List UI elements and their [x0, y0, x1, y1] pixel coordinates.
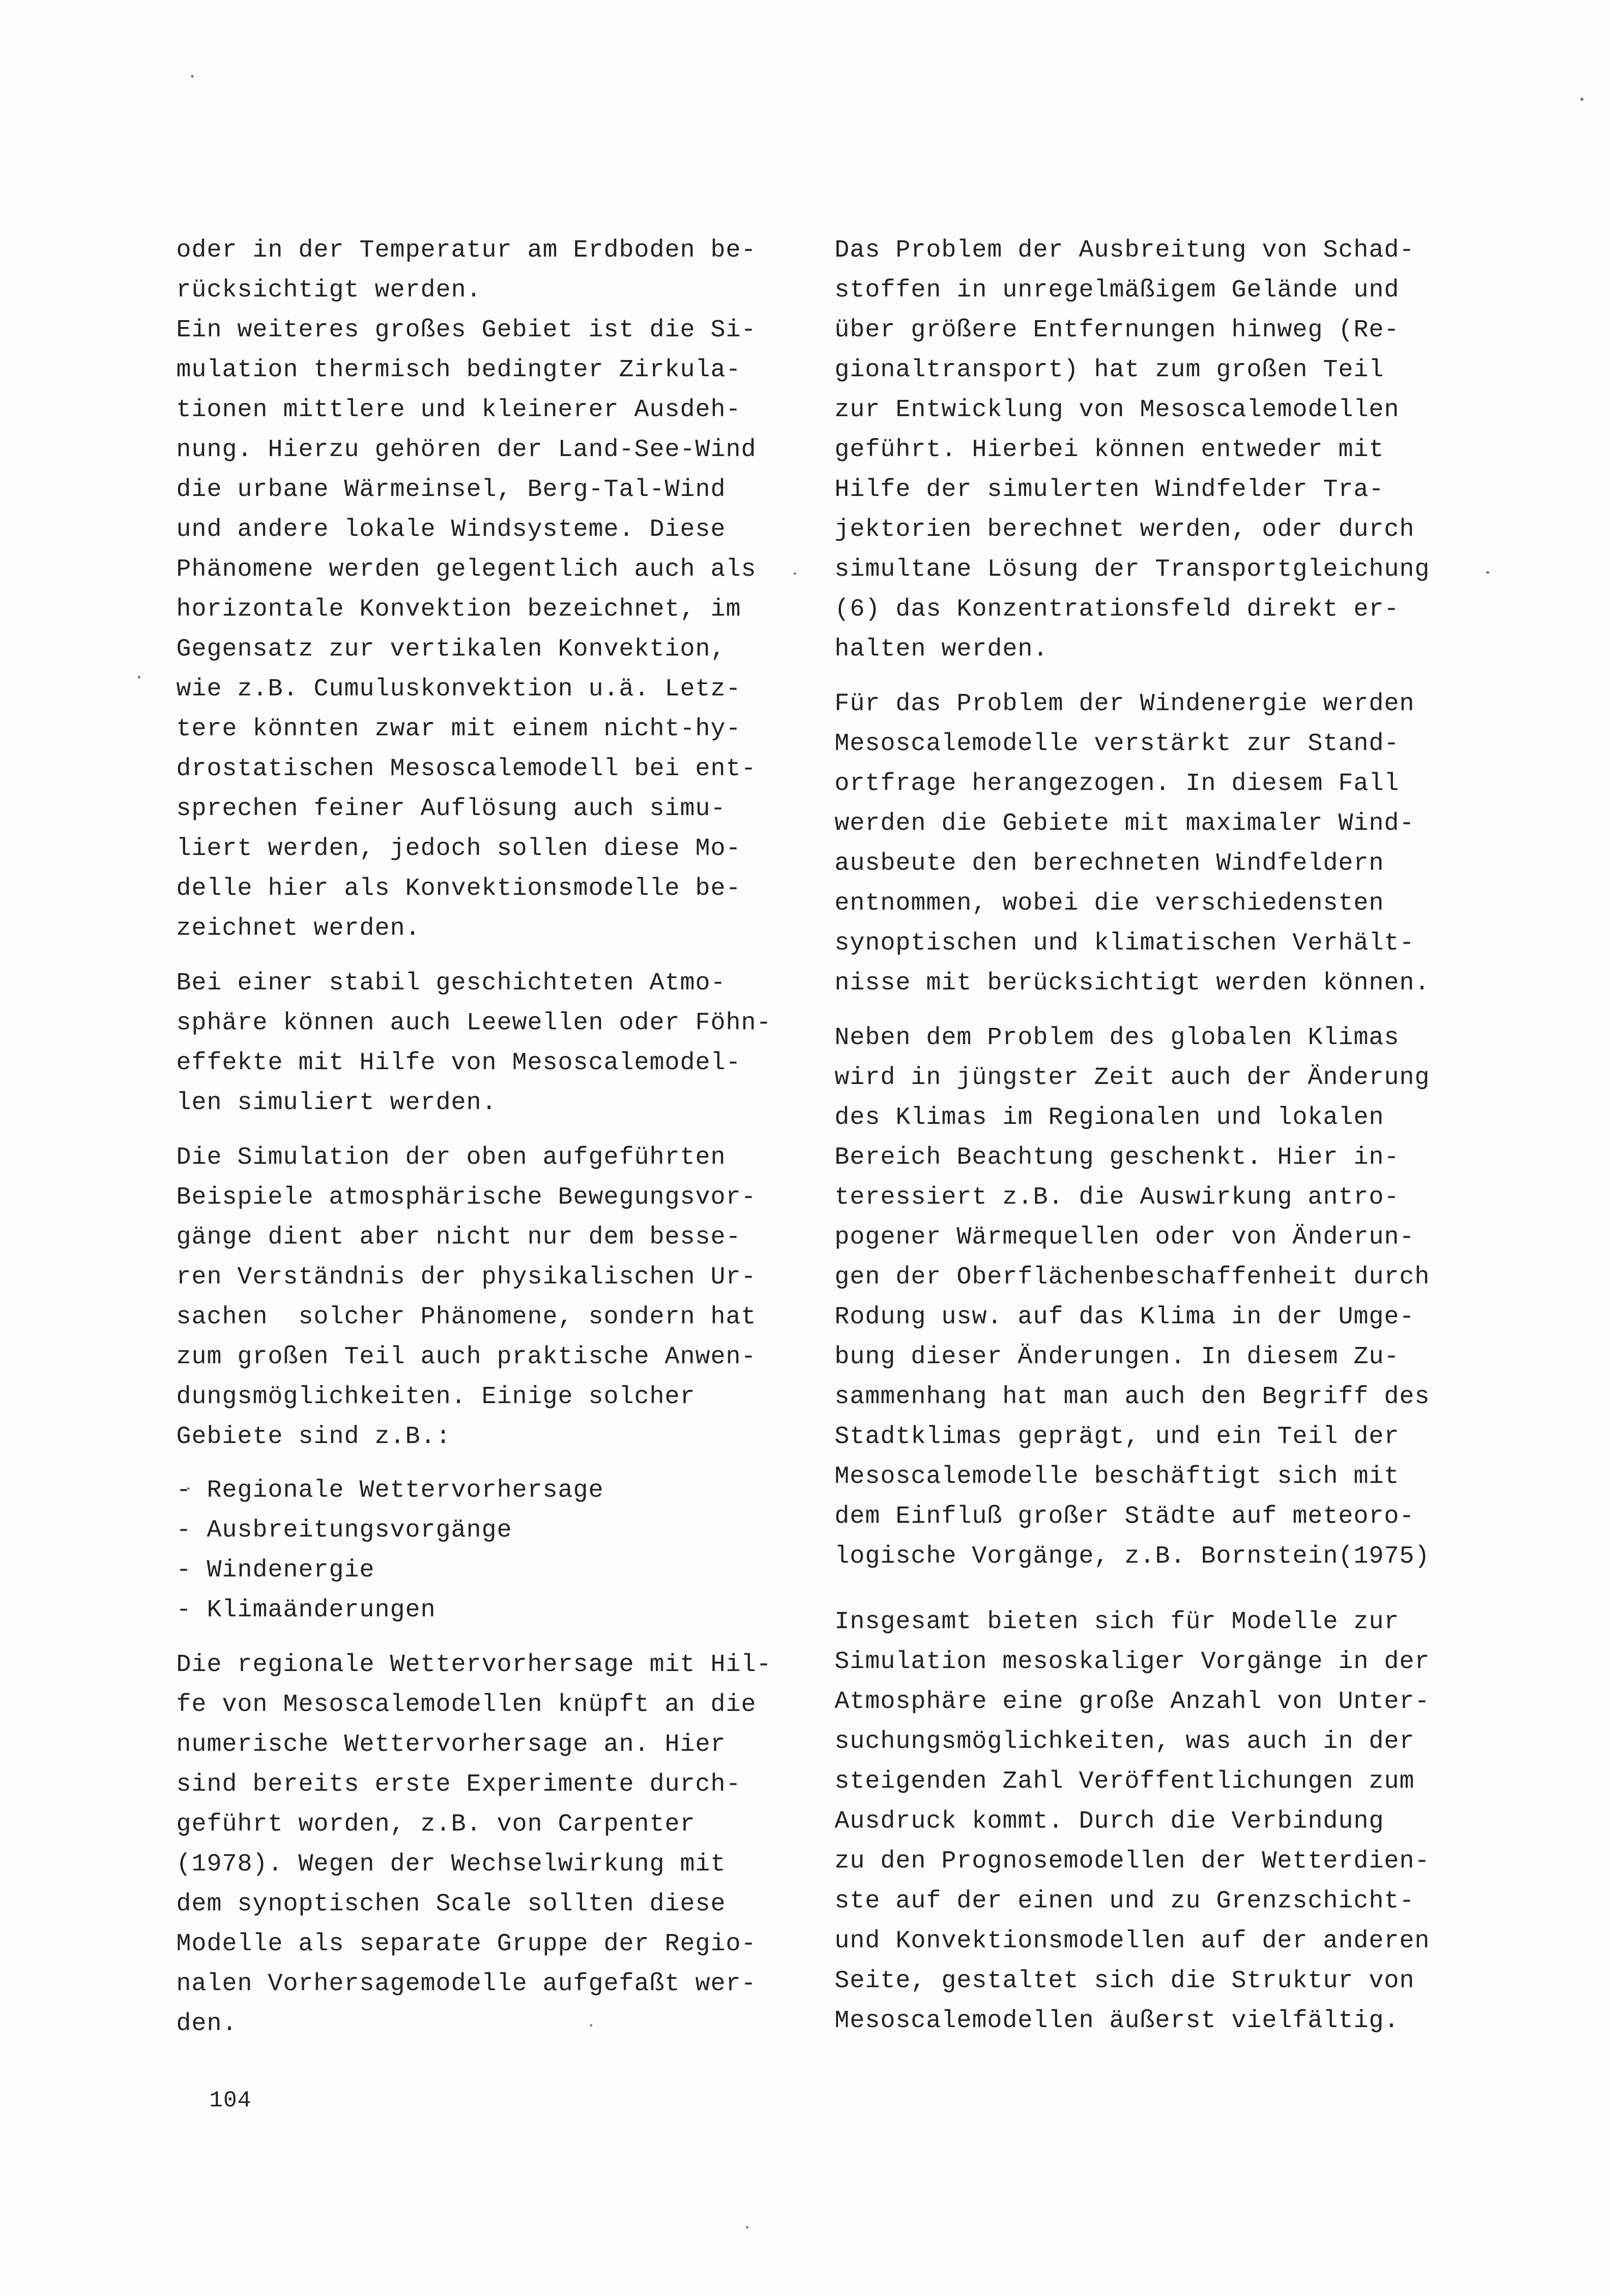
text-line: werden die Gebiete mit maximaler Wind-	[835, 810, 1415, 838]
text-line: Das Problem der Ausbreitung von Schad-	[835, 236, 1415, 264]
text-line: suchungsmöglichkeiten, was auch in der	[835, 1728, 1415, 1756]
text-line: dem Einfluß großer Städte auf meteoro-	[835, 1503, 1415, 1531]
text-line: nisse mit berücksichtigt werden können.	[835, 969, 1430, 997]
text-line: sammenhang hat man auch den Begriff des	[835, 1383, 1430, 1411]
text-line: wie z.B. Cumuluskonvektion u.ä. Letz-	[176, 675, 741, 703]
text-line: sprechen feiner Auflösung auch simu-	[176, 795, 726, 823]
text-line: sachen solcher Phänomene, sondern hat	[176, 1303, 757, 1331]
text-line: steigenden Zahl Veröffentlichungen zum	[835, 1768, 1415, 1796]
text-line: horizontale Konvektion bezeichnet, im	[176, 595, 741, 623]
text-line: Gebiete sind z.B.:	[176, 1423, 451, 1451]
text-line: Die regionale Wettervorhersage mit Hil-	[176, 1651, 772, 1679]
text-line: sind bereits erste Experimente durch-	[176, 1771, 741, 1799]
text-line: Ausdruck kommt. Durch die Verbindung	[835, 1807, 1385, 1836]
text-line: logische Vorgänge, z.B. Bornstein(1975)	[835, 1542, 1430, 1571]
text-line: Seite, gestaltet sich die Struktur von	[835, 1967, 1415, 1995]
text-line: nalen Vorhersagemodelle aufgefaßt wer-	[176, 1970, 757, 1998]
text-line: dungsmöglichkeiten. Einige solcher	[176, 1383, 696, 1411]
text-line: tere könnten zwar mit einem nicht-hy-	[176, 715, 741, 743]
text-line: gänge dient aber nicht nur dem besse-	[176, 1223, 741, 1251]
text-line: Bereich Beachtung geschenkt. Hier in-	[835, 1144, 1400, 1172]
text-line: ausbeute den berechneten Windfeldern	[835, 850, 1385, 878]
list-item: - Klimaänderungen	[176, 1596, 436, 1624]
text-line: zum großen Teil auch praktische Anwen-	[176, 1343, 757, 1371]
text-line: ortfrage herangezogen. In diesem Fall	[835, 770, 1400, 798]
paragraph	[835, 1018, 1489, 1576]
text-line: stoffen in unregelmäßigem Gelände und	[835, 276, 1400, 304]
text-line: Gegensatz zur vertikalen Konvektion,	[176, 635, 726, 663]
text-line: pogener Wärmequellen oder von Änderun-	[835, 1223, 1415, 1251]
text-line: jektorien berechnet werden, oder durch	[835, 516, 1415, 544]
paragraph	[176, 1138, 816, 1457]
scan-speck	[138, 676, 140, 679]
scan-speck	[746, 2226, 748, 2229]
text-line: Die Simulation der oben aufgeführten	[176, 1144, 726, 1172]
text-line: Hilfe der simulerten Windfelder Tra-	[835, 476, 1385, 504]
text-line: nung. Hierzu gehören der Land-See-Wind	[176, 436, 757, 464]
text-line: gen der Oberflächenbeschaffenheit durch	[835, 1263, 1430, 1291]
page-number: 104	[209, 2088, 252, 2113]
text-line: Simulation mesoskaliger Vorgänge in der	[835, 1648, 1430, 1676]
text-line: effekte mit Hilfe von Mesoscalemodel-	[176, 1049, 741, 1077]
paragraph	[176, 1645, 816, 2044]
text-line: bung dieser Änderungen. In diesem Zu-	[835, 1343, 1400, 1371]
scan-speck	[1580, 98, 1583, 101]
text-line: des Klimas im Regionalen und lokalen	[835, 1104, 1385, 1132]
text-line: synoptischen und klimatischen Verhält-	[835, 929, 1415, 957]
text-line: liert werden, jedoch sollen diese Mo-	[176, 835, 741, 863]
left-column	[176, 230, 816, 2044]
text-line: numerische Wettervorhersage an. Hier	[176, 1731, 726, 1759]
text-line: die urbane Wärmeinsel, Berg-Tal-Wind	[176, 476, 726, 504]
text-line: Mesoscalemodelle verstärkt zur Stand-	[835, 730, 1400, 758]
text-line: ste auf der einen und zu Grenzschicht-	[835, 1887, 1415, 1915]
text-line: Atmosphäre eine große Anzahl von Unter-	[835, 1688, 1430, 1716]
text-line: wird in jüngster Zeit auch der Änderung	[835, 1064, 1430, 1092]
list-item: - Ausbreitungsvorgänge	[176, 1516, 513, 1544]
text-line: geführt worden, z.B. von Carpenter	[176, 1810, 696, 1838]
text-line: entnommen, wobei die verschiedensten	[835, 889, 1385, 918]
list-item: - Windenergie	[176, 1556, 375, 1584]
text-line: (1978). Wegen der Wechselwirkung mit	[176, 1850, 726, 1878]
paragraph	[835, 1602, 1489, 2041]
text-line: Insgesamt bieten sich für Modelle zur	[835, 1608, 1400, 1636]
text-line: den.	[176, 2010, 238, 2038]
paragraph	[835, 230, 1489, 669]
text-line: halten werden.	[835, 635, 1049, 663]
text-line: Mesoscalemodellen äußerst vielfältig.	[835, 2007, 1400, 2035]
text-line: tionen mittlere und kleinerer Ausdeh-	[176, 396, 741, 424]
text-line: len simuliert werden.	[176, 1089, 497, 1117]
text-line: Rodung usw. auf das Klima in der Umge-	[835, 1303, 1415, 1331]
bullet-list	[176, 1471, 816, 1630]
text-line: Beispiele atmosphärische Bewegungsvor-	[176, 1183, 757, 1212]
text-line: drostatischen Mesoscalemodell bei ent-	[176, 755, 757, 783]
text-line: Ein weiteres großes Gebiet ist die Si-	[176, 316, 757, 344]
paragraph	[176, 963, 816, 1123]
text-line: sphäre können auch Leewellen oder Föhn-	[176, 1009, 772, 1037]
text-line: Neben dem Problem des globalen Klimas	[835, 1024, 1400, 1052]
list-item: - Regionale Wettervorhersage	[176, 1476, 604, 1505]
text-line: über größere Entfernungen hinweg (Re-	[835, 316, 1400, 344]
paragraph	[176, 230, 816, 949]
text-line: und andere lokale Windsysteme. Diese	[176, 516, 726, 544]
text-line: zeichnet werden.	[176, 915, 421, 943]
text-line: gionaltransport) hat zum großen Teil	[835, 356, 1385, 384]
text-line: geführt. Hierbei können entweder mit	[835, 436, 1385, 464]
scan-speck	[191, 75, 193, 78]
text-line: fe von Mesoscalemodellen knüpft an die	[176, 1691, 757, 1719]
text-line: (6) das Konzentrationsfeld direkt er-	[835, 595, 1400, 623]
text-line: zu den Prognosemodellen der Wetterdien-	[835, 1847, 1430, 1875]
paragraph	[835, 684, 1489, 1003]
text-line: Modelle als separate Gruppe der Regio-	[176, 1930, 757, 1958]
text-line: rücksichtigt werden.	[176, 276, 482, 304]
text-line: delle hier als Konvektionsmodelle be-	[176, 875, 741, 903]
text-line: Für das Problem der Windenergie werden	[835, 690, 1415, 718]
text-line: Bei einer stabil geschichteten Atmo-	[176, 969, 726, 997]
right-column	[835, 230, 1489, 2041]
text-line: zur Entwicklung von Mesoscalemodellen	[835, 396, 1400, 424]
text-line: ren Verständnis der physikalischen Ur-	[176, 1263, 757, 1291]
text-line: simultane Lösung der Transportgleichung	[835, 556, 1430, 584]
text-line: oder in der Temperatur am Erdboden be-	[176, 236, 757, 264]
text-line: und Konvektionsmodellen auf der anderen	[835, 1927, 1430, 1955]
text-line: mulation thermisch bedingter Zirkula-	[176, 356, 741, 384]
text-line: Phänomene werden gelegentlich auch als	[176, 556, 757, 584]
text-line: Mesoscalemodelle beschäftigt sich mit	[835, 1463, 1400, 1491]
text-line: dem synoptischen Scale sollten diese	[176, 1890, 726, 1918]
text-line: teressiert z.B. die Auswirkung antro-	[835, 1183, 1400, 1212]
text-line: Stadtklimas geprägt, und ein Teil der	[835, 1423, 1400, 1451]
